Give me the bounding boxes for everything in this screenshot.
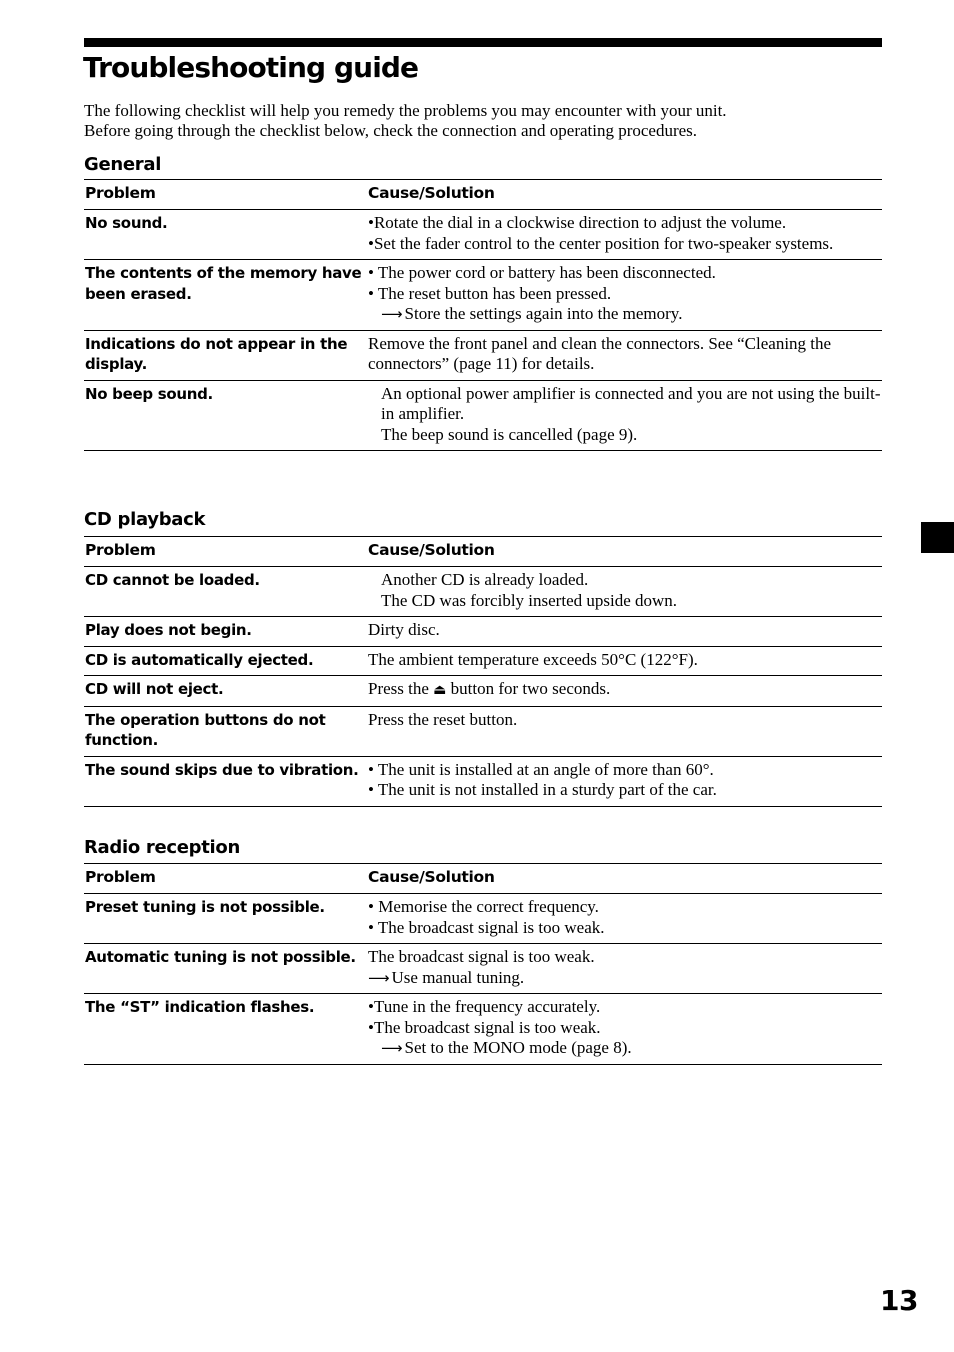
eject-icon: ⏏ <box>433 682 447 698</box>
solution-cell <box>367 380 882 451</box>
solution-line: • The broadcast signal is too weak. <box>368 917 605 937</box>
column-header-solution: Cause/Solution <box>367 864 882 894</box>
solution-line: Remove the front panel and clean the connectors. See “Cleaning the connectors” (page 11) for details. <box>368 333 832 373</box>
solution-cell <box>367 330 882 380</box>
solution-text: Press the <box>368 679 429 698</box>
solution-line: • The reset button has been pressed. <box>368 283 612 303</box>
solution-cell <box>367 260 882 331</box>
table-row <box>84 210 882 260</box>
solution-text: Set to the MONO mode (page 8). <box>404 1038 632 1057</box>
solution-line: The CD was forcibly inserted upside down. <box>381 590 678 610</box>
solution-cell <box>367 210 882 260</box>
page-number: 13 <box>880 1284 918 1317</box>
solution-text: Store the settings again into the memory. <box>404 304 683 323</box>
solution-line: • The power cord or battery has been disconnected. <box>368 263 716 282</box>
table-row <box>84 567 882 617</box>
table-row <box>84 944 882 994</box>
problem-cell: CD will not eject. <box>84 676 367 707</box>
solution-line: • The unit is installed at an angle of more than 60°. <box>368 759 714 779</box>
problem-cell: No beep sound. <box>84 380 367 451</box>
solution-text: button for two seconds. <box>450 679 611 698</box>
table-header-row <box>84 864 882 894</box>
table-row <box>84 330 882 380</box>
solution-cell <box>367 944 882 994</box>
table-row <box>84 617 882 647</box>
solution-line: • Memorise the correct frequency. <box>368 897 599 916</box>
page-title: Troubleshooting guide <box>83 51 419 84</box>
solution-cell <box>367 894 882 944</box>
problem-cell: The “ST” indication flashes. <box>84 994 367 1065</box>
arrow-icon: ⟶ <box>381 305 403 323</box>
section-title-radio-reception: Radio reception <box>84 837 240 858</box>
solution-line <box>368 679 882 701</box>
solution-line <box>368 304 882 325</box>
section-title-general: General <box>84 154 162 175</box>
solution-line: The ambient temperature exceeds 50°C (122°F). <box>368 649 698 669</box>
solution-line: •Rotate the dial in a clockwise direction to adjust the volume. <box>368 213 787 232</box>
problem-cell: No sound. <box>84 210 367 260</box>
solution-line: Dirty disc. <box>368 620 440 639</box>
solution-line: •The broadcast signal is too weak. <box>368 1017 601 1037</box>
problem-cell: CD is automatically ejected. <box>84 646 367 676</box>
column-header-problem: Problem <box>84 537 367 567</box>
table-row <box>84 676 882 707</box>
solution-line: •Set the fader control to the center position for two-speaker systems. <box>368 233 834 253</box>
column-header-solution: Cause/Solution <box>367 180 882 210</box>
solution-cell <box>367 617 882 647</box>
problem-cell: Automatic tuning is not possible. <box>84 944 367 994</box>
table-row <box>84 380 882 451</box>
table-row <box>84 706 882 756</box>
section-thumb-tab <box>921 522 954 553</box>
column-header-problem: Problem <box>84 180 367 210</box>
solution-line: The broadcast signal is too weak. <box>368 947 595 966</box>
section-title-cd-playback: CD playback <box>84 509 206 530</box>
solution-line <box>368 968 882 989</box>
arrow-icon: ⟶ <box>381 1039 403 1057</box>
solution-line: The beep sound is cancelled (page 9). <box>381 424 638 444</box>
table-header-row <box>84 537 882 567</box>
problem-cell: The operation buttons do not function. <box>84 706 367 756</box>
table-row <box>84 260 882 331</box>
solution-line: Another CD is already loaded. <box>381 570 589 589</box>
table-row <box>84 756 882 806</box>
solution-cell <box>367 646 882 676</box>
problem-cell: CD cannot be loaded. <box>84 567 367 617</box>
table-row <box>84 994 882 1065</box>
arrow-icon: ⟶ <box>368 968 390 987</box>
solution-cell <box>367 706 882 756</box>
cd-playback-table <box>84 536 882 807</box>
intro-text <box>84 101 884 141</box>
intro-line: The following checklist will help you remedy the problems you may encounter with your unit. <box>84 101 727 120</box>
problem-cell: Play does not begin. <box>84 617 367 647</box>
column-header-problem: Problem <box>84 864 367 894</box>
general-table <box>84 179 882 451</box>
solution-cell <box>367 756 882 806</box>
solution-line: •Tune in the frequency accurately. <box>368 997 601 1016</box>
table-header-row <box>84 180 882 210</box>
problem-cell: Indications do not appear in the display. <box>84 330 367 380</box>
solution-line <box>368 1038 882 1059</box>
solution-cell <box>367 676 882 707</box>
solution-line: An optional power amplifier is connected and you are not using the built-in amplifier. <box>381 383 881 423</box>
problem-cell: Preset tuning is not possible. <box>84 894 367 944</box>
column-header-solution: Cause/Solution <box>367 537 882 567</box>
solution-cell <box>367 567 882 617</box>
solution-text: Use manual tuning. <box>391 967 525 987</box>
problem-cell: The sound skips due to vibration. <box>84 756 367 806</box>
title-rule <box>84 38 882 47</box>
solution-line: Press the reset button. <box>368 709 518 729</box>
table-row <box>84 646 882 676</box>
intro-line: Before going through the checklist below, check the connection and operating procedures. <box>84 121 698 140</box>
solution-cell <box>367 994 882 1065</box>
problem-cell: The contents of the memory have been erased. <box>84 260 367 331</box>
solution-line: • The unit is not installed in a sturdy part of the car. <box>368 780 717 799</box>
radio-reception-table <box>84 863 882 1065</box>
table-row <box>84 894 882 944</box>
